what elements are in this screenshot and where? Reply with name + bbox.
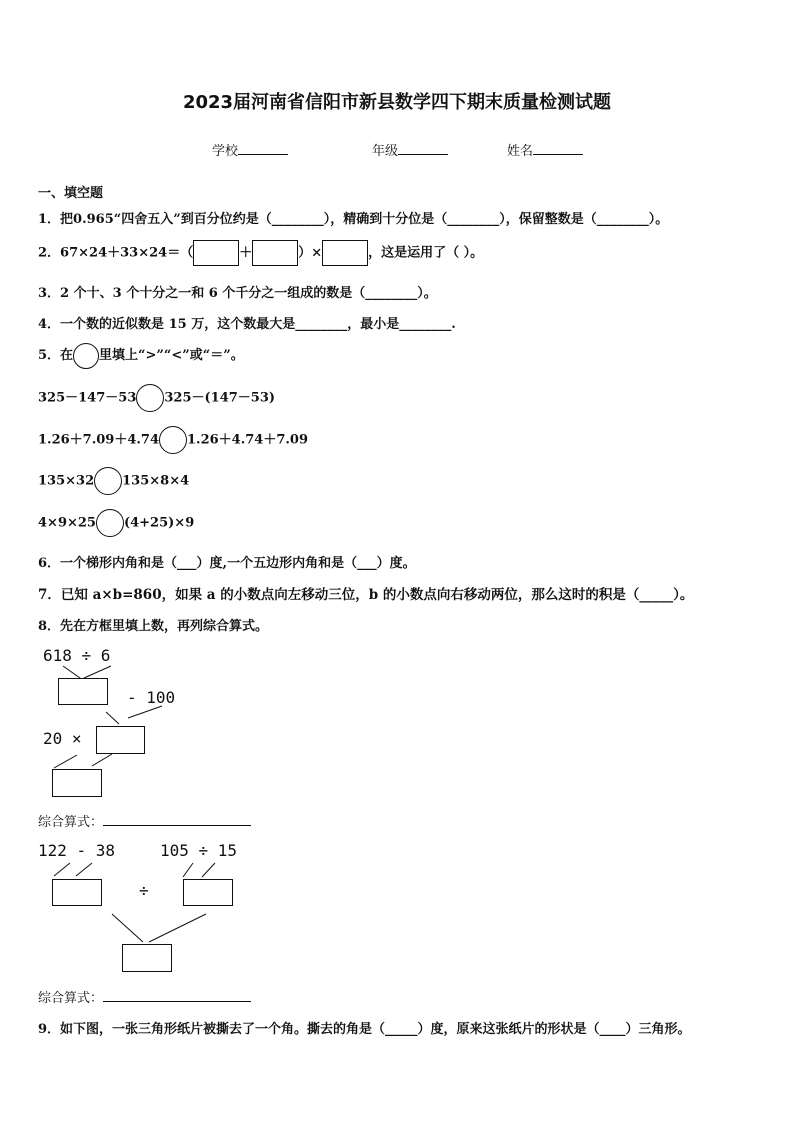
- compare-right: 1.26＋4.74＋7.09: [187, 432, 308, 448]
- compare-left: 4×9×25: [38, 515, 96, 531]
- q2-prefix: 2．67×24＋33×24＝（: [38, 245, 194, 261]
- diagram2-left-expr: 122 - 38: [38, 841, 116, 860]
- formula-2-blank[interactable]: [103, 1001, 251, 1002]
- school-label: 学校: [212, 144, 239, 159]
- diagram1-minus-expr: - 100: [127, 688, 176, 707]
- question-1: 1．把0.965“四舍五入”到百分位约是（________），精确到十分位是（________），保留整数是（________）。: [38, 212, 669, 227]
- question-9: 9．如下图，一张三角形纸片被撕去了一个角。撕去的角是（_____）度，原来这张纸片的形状是（____）三角形。: [38, 1022, 691, 1037]
- q5-prefix: 5．在: [38, 348, 74, 363]
- question-8: 8．先在方框里填上数，再列综合算式。: [38, 619, 269, 634]
- formula-1: [38, 811, 251, 830]
- question-4: 4．一个数的近似数是 15 万，这个数最大是________，最小是________.: [38, 317, 456, 332]
- question-6: 6．一个梯形内角和是（___）度,一个五边形内角和是（___）度。: [38, 556, 416, 571]
- compare-right: 135×8×4: [122, 473, 190, 489]
- q2-close: ）×: [298, 245, 323, 261]
- section-heading: 一、填空题: [38, 186, 104, 201]
- q5-suffix: 里填上“>”“<”或“＝”。: [99, 348, 244, 363]
- diagram2-op: ÷: [139, 881, 149, 900]
- diagram2-box-1[interactable]: [52, 879, 102, 906]
- diagram2-box-3[interactable]: [122, 944, 172, 972]
- compare-left: 135×32: [38, 473, 95, 489]
- formula-label: 综合算式：: [38, 815, 104, 830]
- name-label: 姓名: [507, 144, 534, 159]
- formula-1-blank[interactable]: [103, 825, 251, 826]
- formula-label: 综合算式：: [38, 991, 104, 1006]
- page-title: 2023届河南省信阳市新县数学四下期末质量检测试题: [182, 92, 612, 113]
- compare-right: (4+25)×9: [123, 515, 195, 531]
- formula-2: [38, 987, 251, 1006]
- diagram2-box-2[interactable]: [183, 879, 233, 906]
- question-3: 3．2 个十、3 个十分之一和 6 个千分之一组成的数是（________）。: [38, 286, 437, 301]
- diagram1-top-expr: 618 ÷ 6: [43, 646, 111, 665]
- q2-suffix: ，这是运用了（ ）。: [368, 245, 484, 261]
- compare-left: 325－147－53: [38, 390, 137, 406]
- question-7: 7．已知 a×b=860，如果 a 的小数点向左移动三位，b 的小数点向右移动两位，那么这时的积是（_____）。: [38, 587, 694, 603]
- compare-right: 325－(147－53): [164, 390, 276, 406]
- compare-left: 1.26＋7.09＋4.74: [38, 432, 159, 448]
- grade-label: 年级: [372, 144, 399, 159]
- q2-plus: ＋: [239, 245, 253, 261]
- diagram1-times-expr: 20 ×: [43, 729, 82, 748]
- diagram2-right-expr: 105 ÷ 15: [160, 841, 238, 860]
